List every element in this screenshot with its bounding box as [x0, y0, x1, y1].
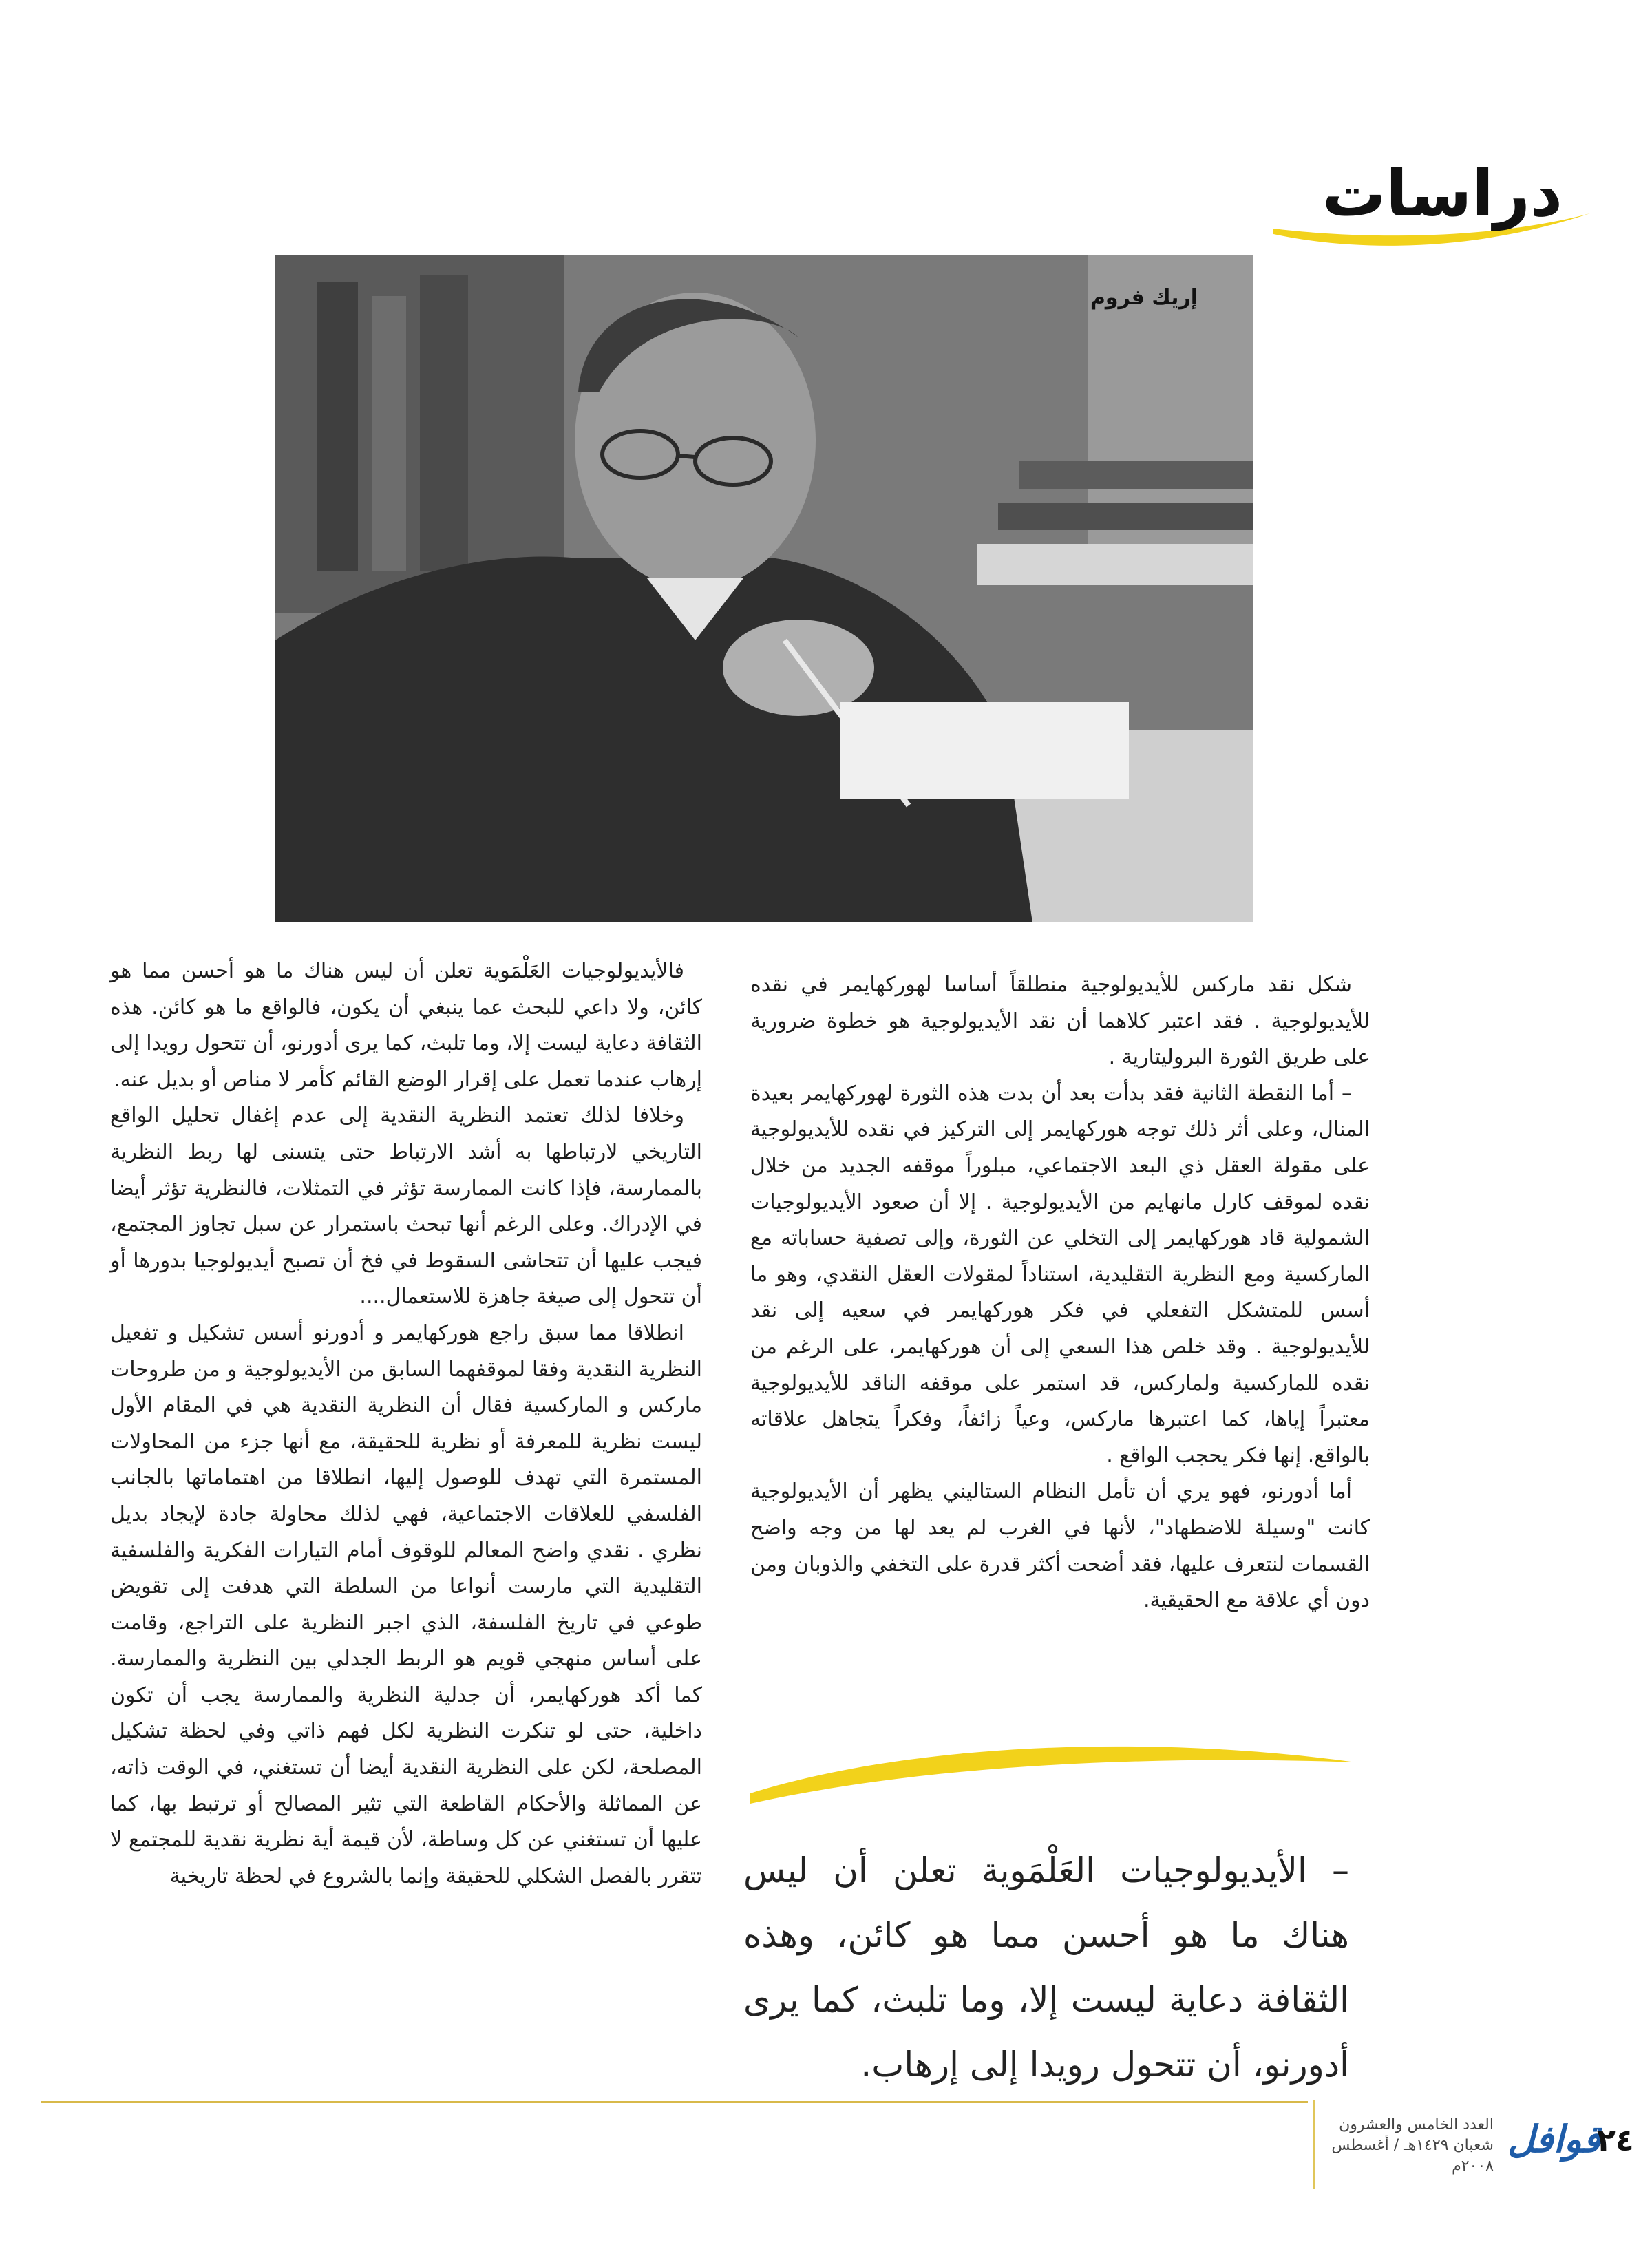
- swoosh-decoration: [743, 1728, 1363, 1817]
- footer-separator: [1313, 2100, 1315, 2189]
- issue-date: شعبان ١٤٢٩هـ / أغسطس ٢٠٠٨م: [1331, 2137, 1494, 2175]
- paragraph: وخلافا لذلك تعتمد النظرية النقدية إلى عدم إغفال تحليل الواقع التاريخي لارتباطها به أشد الارتباط حتى يتسنى لها ربط النظرية بالممارسة، فإذا كانت الممارسة تؤثر في التمثلات، فالنظرية تؤثر أيضا في الإدراك. وعلى الرغم أنها تبحث باستمرار عن سبل تجاوز المجتمع، فيجب عليها أن تتحاشى السقوط في فخ أن تصبح أيديولوجيا بدورها أو أن تتحول إلى صيغة جاهزة للاستعمال....: [110, 1104, 702, 1309]
- page-number: ٢٤: [1597, 2123, 1634, 2158]
- paragraph: فالأيديولوجيات العَلْمَوية تعلن أن ليس هناك ما هو أحسن مما هو كائن، ولا داعي للبحث عما ينبغي أن يكون، فالواقع ما هو كائن. هذه الثقافة دعاية ليست إلا، وما تلبث، كما يرى أدورنو، أن تتحول رويدا إلى إرهاب عندما تعمل على إقرار الوضع القائم كأمر لا مناص أو بديل عنه.: [110, 959, 702, 1092]
- section-title: دراسات: [1322, 157, 1563, 231]
- article-column-right: [750, 967, 1370, 1619]
- paragraph: شكل نقد ماركس للأيديولوجية منطلقاً أساسا لهوركهايمر في نقده للأيديولوجية . فقد اعتبر كلاهما أن نقد الأيديولوجية هو خطوة ضرورية على طريق الثورة البروليتارية .: [750, 973, 1370, 1070]
- pull-quote: – الأيديولوجيات العَلْمَوية تعلن أن ليس هناك ما هو أحسن مما هو كائن، وهذه الثقافة دعاية ليست إلا، وما تلبث، كما يرى أدورنو، أن تتحول رويدا إلى إرهاب.: [743, 1850, 1349, 2085]
- paragraph: انطلاقا مما سبق راجع هوركهايمر و أدورنو أسس تشكيل و تفعيل النظرية النقدية وفقا لموقفهما السابق من الأيديولوجية و من طروحات ماركس و الماركسية فقال أن النظرية النقدية هي في المقام الأول ليست نظرية للمعرفة أو نظرية للحقيقة، مع أنها جزء من المحاولات المستمرة التي تهدف للوصول إليها، انطلاقا من اهتماماتها بالجانب الفلسفي للعلاقات الاجتماعية، فهي لذلك محاولة جادة لإيجاد بديل نظري . نقدي واضح المعالم للوقوف أمام التيارات الفكرية والفلسفية التقليدية التي مارست أنواعا من السلطة التي هدفت إلى تقويض طوعي في تاريخ الفلسفة، الذي اجبر النظرية على التراجع، وقامت على أساس منهجي قويم هو الربط الجدلي بين النظرية والممارسة. كما أكد هوركهايمر، أن جدلية النظرية والممارسة يجب أن تكون داخلية، حتى لو تنكرت النظرية لكل فهم ذاتي وفي لحظة تشكيل المصلحة، لكن على النظرية النقدية أيضا أن تستغني، في الوقت ذاته، عن المماثلة والأحكام القاطعة التي تثير المصالح أو ترتبط بها، كما عليها أن تستغني عن كل وساطة، لأن قيمة أية نظرية نقدية للمجتمع لا تتقرر بالفصل الشكلي للحقيقة وإنما بالشروع في لحظة تاريخية: [110, 1320, 702, 1888]
- magazine-logo: قوافل: [1507, 2118, 1601, 2161]
- footer-rule: [41, 2101, 1308, 2103]
- photo-illustration: [275, 255, 1253, 922]
- article-column-left: [110, 953, 702, 1895]
- issue-number: العدد الخامس والعشرون: [1339, 2116, 1494, 2133]
- paragraph: – أما النقطة الثانية فقد بدأت بعد أن بدت هذه الثورة لهوركهايمر بعيدة المنال، وعلى أثر ذلك توجه هوركهايمر إلى التركيز في نقده للأيديولوجية على مقولة العقل ذي البعد الاجتماعي، مبلوراً موقفه الجديد من خلال نقده لموقف كارل مانهايم من الأيديولوجية . إلا أن صعود الأيديولوجيات الشمولية قاد هوركهايمر إلى التخلي عن الثورة، وإلى تصفية حساباته مع الماركسية ومع النظرية التقليدية، استناداً لمقولات العقل النقدي، وهو ما أسس للمتشكل التفعلي في فكر هوركهايمر في سعيه إلى نقد للأيديولوجية . وقد خلص هذا السعي إلى أن هوركهايمر، على الرغم من نقده للماركسية ولماركس، قد استمر على موقفه الناقد للأيديولوجية معتبراً إياها، كما اعتبرها ماركس، وعياً زائفاً، وفكراً يتجاهل علاقاته بالواقع. إنها فكر يحجب الواقع .: [750, 1081, 1370, 1468]
- portrait-photo: [275, 255, 1253, 922]
- issue-info: [1328, 2115, 1494, 2177]
- section-header: [1260, 151, 1604, 262]
- paragraph: أما أدورنو، فهو يري أن تأمل النظام الستاليني يظهر أن الأيديولوجية كانت "وسيلة للاضطهاد"، لأنها في الغرب لم يعد لها من وجه واضح القسمات لنتعرف عليها، فقد أضحت أكثر قدرة على التخفي والذوبان ومن دون أي علاقة مع الحقيقية.: [750, 1479, 1370, 1613]
- photo-caption: إريك فروم: [1090, 286, 1198, 310]
